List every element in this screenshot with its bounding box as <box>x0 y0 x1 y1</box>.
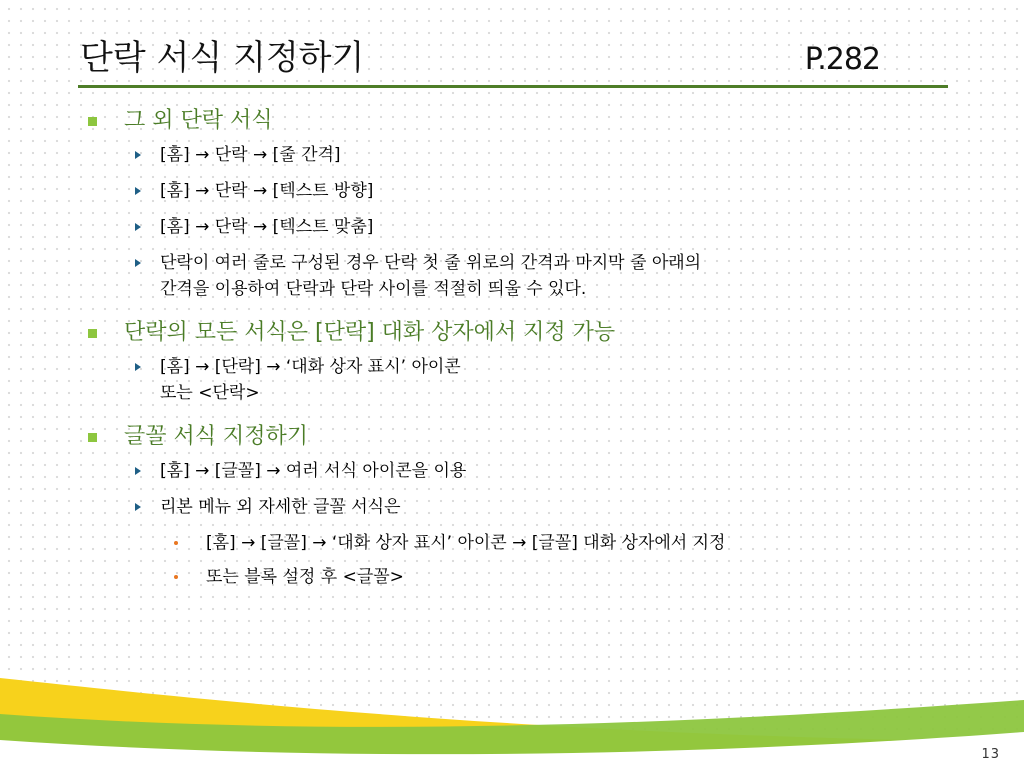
section-heading <box>86 104 966 138</box>
triangle-bullet-icon <box>135 151 141 159</box>
sub-bullet-item <box>86 530 966 556</box>
triangle-bullet-icon <box>135 503 141 511</box>
section-heading <box>86 420 966 454</box>
square-bullet-icon <box>88 433 97 442</box>
sub-bullet-text: [홈] → [글꼴] → ‘대화 상자 표시’ 아이콘 → [글꼴] 대화 상자에서 지정 <box>206 533 726 553</box>
bullet-item <box>86 214 966 240</box>
triangle-bullet-icon <box>135 223 141 231</box>
bullet-text: 리본 메뉴 외 자세한 글꼴 서식은 <box>160 497 401 517</box>
sub-bullet-text: 또는 블록 설정 후 <글꼴> <box>206 567 404 587</box>
page-reference: P.282 <box>804 42 880 77</box>
bullet-text: [홈] → 단락 → [텍스트 맞춤] <box>160 217 374 237</box>
triangle-bullet-icon <box>135 259 141 267</box>
bullet-text-continued: 또는 <단락> <box>160 383 260 403</box>
bullet-text: [홈] → [단락] → ‘대화 상자 표시’ 아이콘 <box>160 357 461 377</box>
bullet-text: [홈] → [글꼴] → 여러 서식 아이콘을 이용 <box>160 461 467 481</box>
slide-number: 13 <box>981 747 1000 762</box>
slide-body <box>86 104 966 598</box>
bullet-item <box>86 354 966 406</box>
square-bullet-icon <box>88 117 97 126</box>
section-heading <box>86 316 966 350</box>
dot-bullet-icon <box>174 541 178 545</box>
square-bullet-icon <box>88 329 97 338</box>
triangle-bullet-icon <box>135 187 141 195</box>
dot-bullet-icon <box>174 575 178 579</box>
section-heading-text: 글꼴 서식 지정하기 <box>124 424 309 449</box>
bullet-item <box>86 458 966 484</box>
title-divider <box>78 85 948 88</box>
bullet-text: [홈] → 단락 → [줄 간격] <box>160 145 341 165</box>
bullet-item <box>86 494 966 520</box>
bullet-item <box>86 178 966 204</box>
bullet-item <box>86 142 966 168</box>
bullet-text-continued: 간격을 이용하여 단락과 단락 사이를 적절히 띄울 수 있다. <box>160 279 587 299</box>
triangle-bullet-icon <box>135 363 141 371</box>
triangle-bullet-icon <box>135 467 141 475</box>
slide-title: 단락 서식 지정하기 <box>80 38 365 78</box>
sub-bullet-item <box>86 564 966 590</box>
bullet-text: [홈] → 단락 → [텍스트 방향] <box>160 181 374 201</box>
section-heading-text: 그 외 단락 서식 <box>124 108 273 133</box>
section-heading-text: 단락의 모든 서식은 [단락] 대화 상자에서 지정 가능 <box>124 320 616 345</box>
bullet-item <box>86 250 966 302</box>
footer-wave-decoration <box>0 670 1024 768</box>
bullet-text: 단락이 여러 줄로 구성된 경우 단락 첫 줄 위로의 간격과 마지막 줄 아래의 <box>160 253 702 273</box>
